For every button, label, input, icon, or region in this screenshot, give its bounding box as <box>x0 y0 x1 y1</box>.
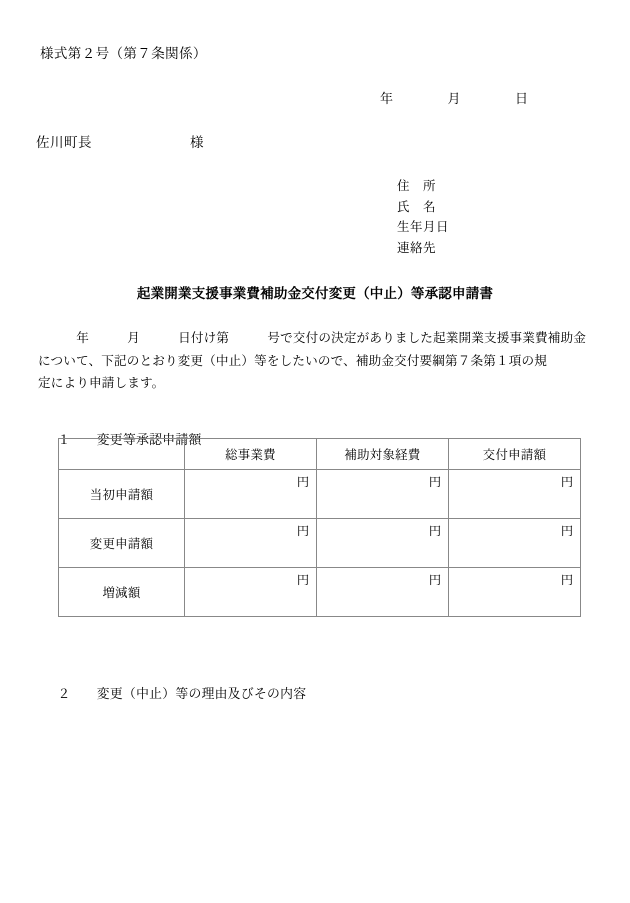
amount-cell[interactable]: 円 <box>449 519 581 568</box>
applicant-address-label: 住 所 <box>397 178 437 193</box>
body-line-2: について、下記のとおり変更（中止）等をしたいので、補助金交付要綱第７条第１項の規 <box>38 352 547 368</box>
column-header-eligible-expenses: 補助対象経費 <box>317 439 449 470</box>
body-line-3: 定により申請します。 <box>38 375 165 390</box>
applicant-info-block <box>397 176 449 258</box>
form-number: 様式第２号（第７条関係） <box>40 46 207 61</box>
table-row <box>59 470 581 519</box>
section-2-heading <box>40 668 306 717</box>
row-label-revised-application: 変更申請額 <box>59 519 185 568</box>
applicant-birthdate-label: 生年月日 <box>397 219 450 234</box>
section-1-title: 変更等承認申請額 <box>96 433 202 448</box>
section-2-title: 変更（中止）等の理由及びその内容 <box>96 687 307 702</box>
applicant-name-label: 氏 名 <box>397 198 437 214</box>
amount-cell[interactable]: 円 <box>317 568 449 617</box>
table-row <box>59 519 581 568</box>
column-header-requested-amount: 交付申請額 <box>449 439 581 470</box>
amount-cell[interactable]: 円 <box>185 519 317 568</box>
date-line: 年 月 日 <box>380 92 529 107</box>
section-2-number: ２ <box>57 687 71 702</box>
column-header-total-project-cost: 総事業費 <box>185 439 317 470</box>
table-row <box>59 568 581 617</box>
amount-cell[interactable]: 円 <box>317 519 449 568</box>
addressee-line: 佐川町長 様 <box>36 135 204 151</box>
amount-cell[interactable]: 円 <box>317 470 449 519</box>
amount-cell[interactable]: 円 <box>185 568 317 617</box>
body-paragraph <box>38 327 594 395</box>
applicant-contact-label: 連絡先 <box>397 239 437 255</box>
row-label-difference: 増減額 <box>59 568 185 617</box>
amount-cell[interactable]: 円 <box>185 470 317 519</box>
amount-cell[interactable]: 円 <box>449 470 581 519</box>
table-header-row <box>59 439 581 470</box>
amount-table <box>58 438 581 617</box>
table-corner-cell <box>59 439 185 470</box>
document-title: 起業開業支援事業費補助金交付変更（中止）等承認申請書 <box>136 286 494 302</box>
body-line-1: 年 月 日付け第 号で交付の決定がありました起業開業支援事業費補助金 <box>38 330 586 345</box>
section-1-number: １ <box>57 433 71 448</box>
amount-cell[interactable]: 円 <box>449 568 581 617</box>
row-label-original-application: 当初申請額 <box>59 470 185 519</box>
